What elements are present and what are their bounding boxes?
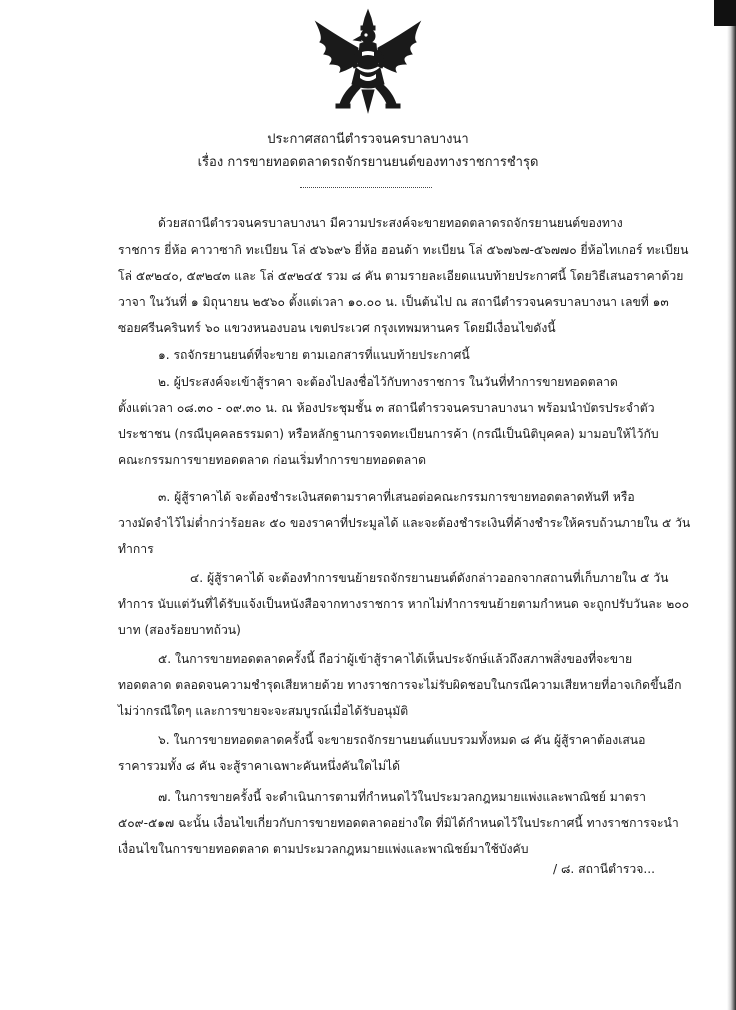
body-line: ๕๐๙-๕๑๗ ฉะนั้น เงื่อนไขเกี่ยวกับการขายทอดตลาดอย่างใด ที่มิได้กำหนดไว้ในประกาศนี้ ทางราชการจะนำ (118, 816, 679, 830)
document-title: ประกาศสถานีตำรวจนครบาลบางนา (267, 132, 469, 147)
body-line: ด้วยสถานีตำรวจนครบาลบางนา มีความประสงค์จะขายทอดตลาดรถจักรยานยนต์ของทาง (158, 216, 623, 230)
condition-5: ๕. ในการขายทอดตลาดครั้งนี้ ถือว่าผู้เข้าสู้ราคาได้เห็นประจักษ์แล้วถึงสภาพสิ่งของที่จะขาย (158, 652, 633, 666)
condition-6: ๖. ในการขายทอดตลาดครั้งนี้ จะขายรถจักรยานยนต์แบบรวมทั้งหมด ๘ คัน ผู้สู้ราคาต้องเสนอ (158, 733, 646, 747)
body-line: วาจา ในวันที่ ๑ มิถุนายน ๒๕๖๐ ตั้งแต่เวลา ๑๐.๐๐ น. เป็นต้นไป ณ สถานีตำรวจนครบาลบางนา เลขที่ ๑๓ (118, 295, 669, 309)
condition-1: ๑. รถจักรยานยนต์ที่จะขาย ตามเอกสารที่แนบท้ายประกาศนี้ (158, 348, 470, 362)
continuation-note: / ๘. สถานีตำรวจ... (553, 862, 656, 876)
body-line: ไม่ว่ากรณีใดๆ และการขายจะจะสมบูรณ์เมื่อได้รับอนุมัติ (118, 704, 409, 718)
garuda-emblem-icon (310, 8, 426, 114)
condition-7: ๗. ในการขายครั้งนี้ จะดำเนินการตามที่กำหนดไว้ในประมวลกฎหมายแพ่งและพาณิชย์ มาตรา (158, 790, 646, 804)
dotted-divider (300, 187, 432, 188)
body-line: ราชการ ยี่ห้อ คาวาซากิ ทะเบียน โล่ ๕๖๖๙๖ ยี่ห้อ ฮอนด้า ทะเบียน โล่ ๕๖๗๖๗-๕๖๗๗๐ ยี่ห้อไทเกอร์ ทะเบียน (118, 243, 689, 257)
condition-4: ๔. ผู้สู้ราคาได้ จะต้องทำการขนย้ายรถจักรยานยนต์ดังกล่าวออกจากสถานที่เก็บภายใน ๕ วัน (190, 571, 669, 585)
body-line: ทำการ (118, 542, 154, 556)
body-line: ประชาชน (กรณีบุคคลธรรมดา) หรือหลักฐานการจดทะเบียนการค้า (กรณีเป็นนิติบุคคล) มามอบให้ไว้กับ (118, 427, 659, 441)
body-line: เงื่อนไขในการขายทอดตลาด ตามประมวลกฎหมายแพ่งและพาณิชย์มาใช้บังคับ (118, 842, 529, 856)
condition-2: ๒. ผู้ประสงค์จะเข้าสู้ราคา จะต้องไปลงชื่อไว้กับทางราชการ ในวันที่ทำการขายทอดตลาด (158, 375, 618, 389)
condition-3: ๓. ผู้สู้ราคาได้ จะต้องชำระเงินสดตามราคาที่เสนอต่อคณะกรรมการขายทอดตลาดทันที หรือ (158, 490, 635, 504)
document-subject: เรื่อง การขายทอดตลาดรถจักรยานยนต์ของทางราชการชำรุด (197, 155, 539, 170)
body-line: วางมัดจำไว้ไม่ต่ำกว่าร้อยละ ๕๐ ของราคาที่ประมูลได้ และจะต้องชำระเงินที่ค้างชำระให้ครบถ้วนภายใน ๕ วัน (118, 516, 691, 530)
body-line: บาท (สองร้อยบาทถ้วน) (118, 623, 241, 637)
body-line: ทำการ นับแต่วันที่ได้รับแจ้งเป็นหนังสือจากทางราชการ หากไม่ทำการขนย้ายตามกำหนด จะถูกปรับวันละ ๒๐๐ (118, 597, 690, 611)
scan-corner-shadow (714, 0, 736, 26)
body-line: ซอยศรีนครินทร์ ๖๐ แขวงหนองบอน เขตประเวศ กรุงเทพมหานคร โดยมีเงื่อนไขดังนี้ (118, 321, 556, 335)
body-line: ตั้งแต่เวลา ๐๘.๓๐ - ๐๙.๓๐ น. ณ ห้องประชุมชั้น ๓ สถานีตำรวจนครบาลบางนา พร้อมนำบัตรประจำตัว (118, 401, 655, 415)
body-line: โล่ ๕๙๒๔๐, ๕๙๒๔๓ และ โล่ ๕๙๒๔๕ รวม ๘ คัน ตามรายละเอียดแนบท้ายประกาศนี้ โดยวิธีเสนอราคาด้วย (118, 269, 684, 283)
body-line: ราคารวมทั้ง ๘ คัน จะสู้ราคาเฉพาะคันหนึ่งคันใดไม่ได้ (118, 759, 401, 773)
body-line: ทอดตลาด ตลอดจนความชำรุดเสียหายด้วย ทางราชการจะไม่รับผิดชอบในกรณีความเสียหายที่อาจเกิดขึ้นอีก (118, 678, 682, 692)
body-line: คณะกรรมการขายทอดตลาด ก่อนเริ่มทำการขายทอดตลาด (118, 453, 427, 467)
